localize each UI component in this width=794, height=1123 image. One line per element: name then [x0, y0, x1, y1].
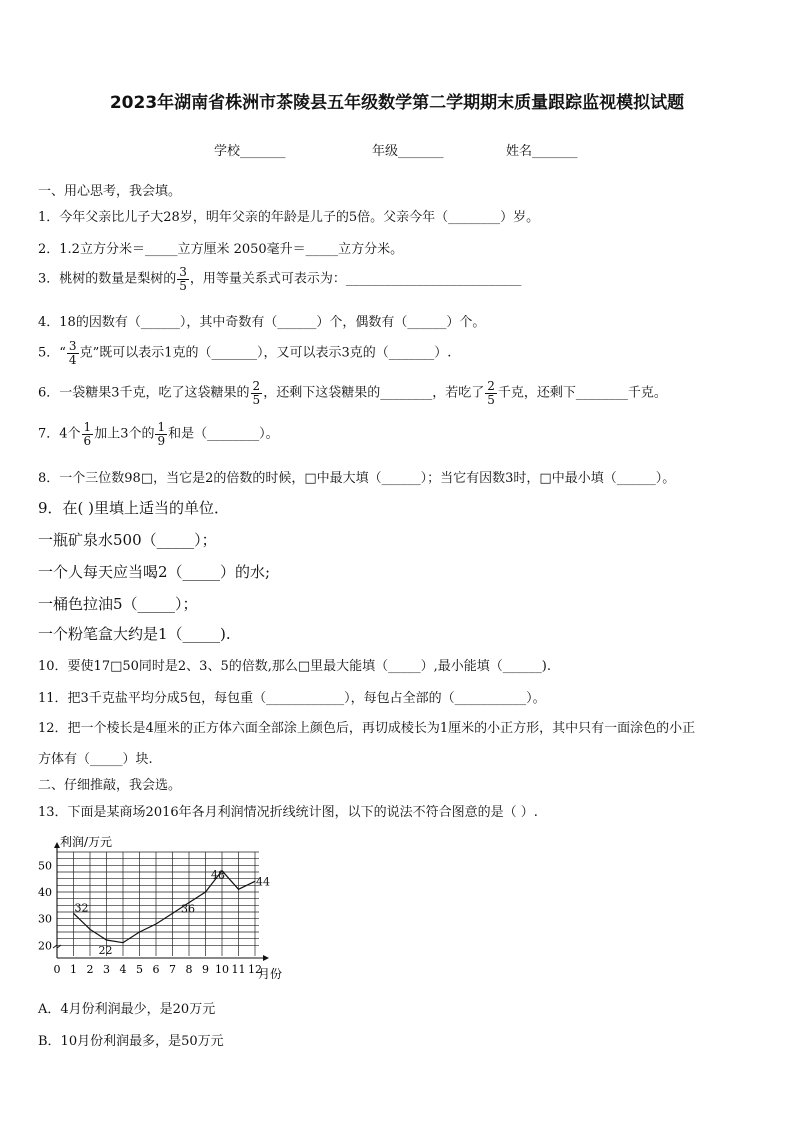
x-tick-label: 5 — [136, 963, 143, 976]
x-tick-label: 3 — [103, 963, 110, 976]
y-tick-label: 50 — [38, 859, 52, 873]
fraction: $\frac{3}{4}$ — [68, 339, 77, 367]
data-label: 48 — [211, 868, 225, 882]
fraction: $\frac{3}{5}$ — [179, 265, 187, 293]
data-label: 44 — [256, 875, 270, 889]
school-field: 学校_______ — [214, 144, 286, 159]
y-tick-label: 30 — [38, 912, 52, 926]
q3-text-a: 3．桃树的数量是梨树的 — [38, 271, 177, 287]
y-tick-label: 40 — [38, 886, 52, 899]
x-tick-label: 12 — [248, 963, 262, 976]
question-2: 2．1.2立方分米＝_____立方厘米 2050毫升＝_____立方分米。 — [38, 242, 404, 257]
question-6: 6．一袋糖果3千克，吃了这袋糖果的 $\frac{2}{5}$ ，还剩下这袋糖果的________，若吃了 $\frac{2}{5}$ 千克，还剩下________千克。 — [38, 379, 667, 407]
y-tick-label: 20 — [38, 939, 52, 953]
x-tick-label: 7 — [169, 963, 176, 976]
data-label: 36 — [181, 902, 195, 916]
x-tick-label: 8 — [185, 963, 193, 976]
x-tick-label: 6 — [152, 963, 160, 976]
fraction: $\frac{1}{6}$ — [83, 420, 92, 448]
x-axis-arrow — [263, 955, 269, 961]
data-label: 32 — [74, 901, 89, 915]
axis-break-mark — [53, 945, 61, 948]
y-axis-label: 利润/万元 — [60, 835, 113, 849]
question-3 — [38, 266, 521, 292]
question-9-line-2: 一个人每天应当喝2（_____）的水; — [38, 563, 271, 581]
x-tick-label: 11 — [231, 963, 246, 976]
fraction: $\frac{2}{5}$ — [487, 379, 495, 407]
option-a[interactable]: A．4月份利润最少，是20万元 — [38, 1002, 216, 1017]
x-tick-label: 9 — [202, 963, 209, 976]
x-tick-label: 4 — [119, 963, 127, 976]
question-9-line-4: 一个粉笔盒大约是1（_____). — [38, 625, 231, 643]
name-field: 姓名_______ — [506, 144, 578, 159]
question-9-line-1: 一瓶矿泉水500（_____）； — [38, 531, 217, 549]
question-1: 1．今年父亲比儿子大28岁，明年父亲的年龄是儿子的5倍。父亲今年（________）岁。 — [38, 210, 540, 225]
section-1-heading: 一、用心思考，我会填。 — [38, 184, 182, 199]
profit-line-chart — [30, 828, 300, 983]
question-9-line-3: 一桶色拉油5（_____）； — [38, 595, 198, 613]
data-label: 22 — [98, 944, 113, 957]
x-tick-label: 10 — [215, 963, 229, 976]
question-12-line-1: 12．把一个棱长是4厘米的正方体六面全部涂上颜色后，再切成棱长为1厘米的小正方形，其中只有一面涂色的小正 — [38, 721, 696, 736]
section-2-heading: 二、仔细推敲，我会选。 — [38, 778, 182, 793]
question-11: 11．把3千克盐平均分成5包，每包重（____________），每包占全部的（___________）。 — [38, 691, 546, 706]
fraction: $\frac{2}{5}$ — [252, 379, 261, 407]
question-5: 5．“ $\frac{3}{4}$ 克”既可以表示1克的（_______），又可以表示3克的（_______）. — [38, 339, 452, 367]
question-7: 7．4个 $\frac{1}{6}$ 加上3个的 $\frac{1}{9}$ 和是（________）。 — [38, 420, 279, 448]
q3-text-b: ，用等量关系式可表示为：___________________________ — [189, 271, 522, 287]
fraction: $\frac{1}{9}$ — [157, 420, 166, 448]
question-9-heading: 9．在( )里填上适当的单位． — [38, 499, 230, 517]
x-tick-label: 2 — [86, 963, 94, 976]
question-10: 10．要使17□50同时是2、3、5的倍数,那么□里最大能填（_____）,最小能填（______). — [38, 659, 551, 674]
grade-field: 年级_______ — [372, 144, 444, 159]
question-4: 4．18的因数有（______），其中奇数有（______）个，偶数有（______）个。 — [38, 315, 486, 330]
question-13: 13．下面是某商场2016年各月利润情况折线统计图，以下的说法不符合图意的是（ ）. — [38, 805, 538, 820]
page-title: 2023年湖南省株洲市茶陵县五年级数学第二学期期末质量跟踪监视模拟试题 — [109, 93, 685, 113]
question-12-line-2: 方体有（_____）块. — [38, 752, 153, 767]
question-8: 8．一个三位数98□，当它是2的倍数的时候，□中最大填（______）；当它有因数3时，□中最小填（______）。 — [38, 471, 676, 486]
x-axis-label: 月份 — [258, 967, 283, 981]
option-b[interactable]: B．10月份利润最多，是50万元 — [38, 1034, 224, 1049]
x-tick-label: 1 — [70, 963, 77, 976]
x-tick-label: 0 — [53, 963, 61, 976]
